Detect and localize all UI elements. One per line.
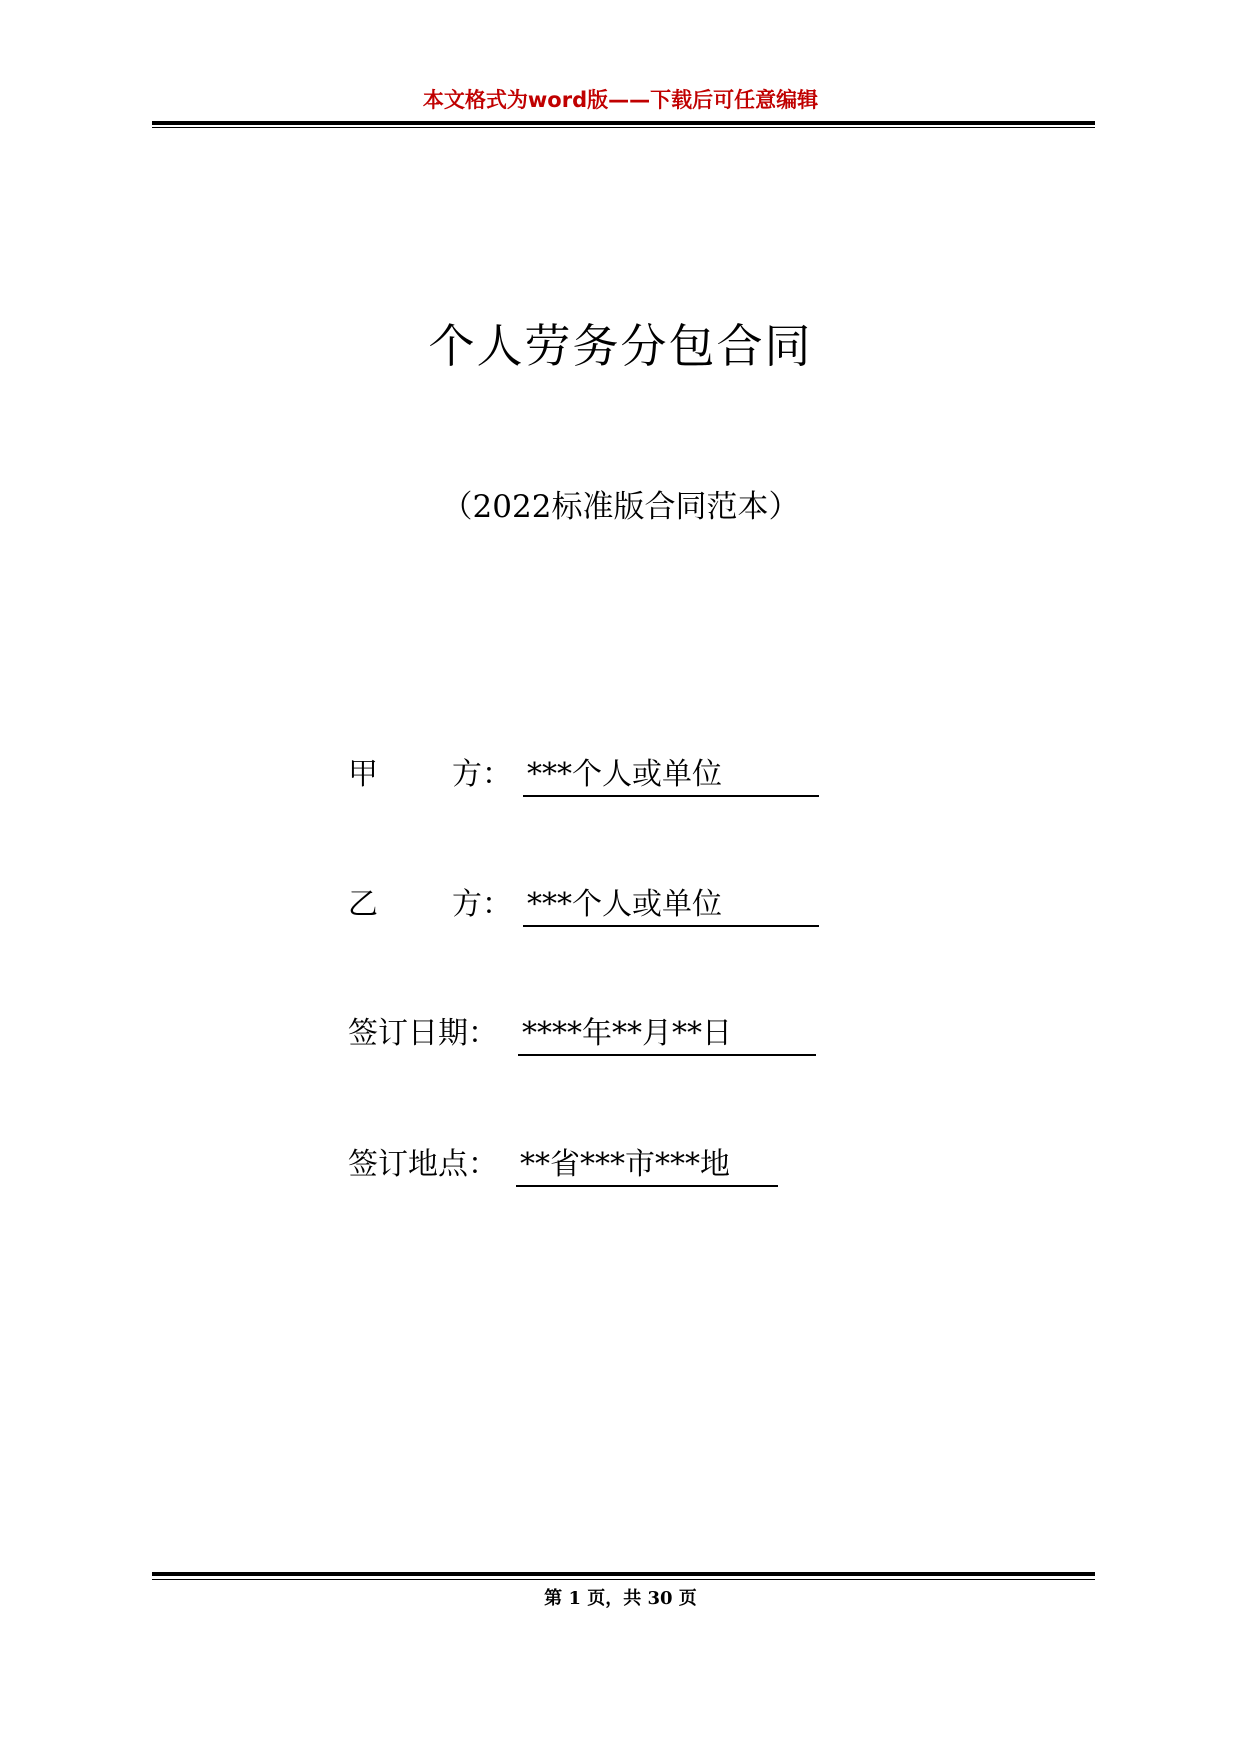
footer-rule-thick [152,1572,1095,1576]
header-note: 本文格式为word版——下载后可任意编辑 [422,88,819,112]
document-subtitle: （2022标准版合同范本） [441,489,800,525]
party-a-value: ***个人或单位 [523,753,819,797]
sign-place-label: 签订地点： [348,1147,498,1182]
sign-date-label: 签订日期： [348,1016,498,1051]
sign-place-field [348,1143,788,1187]
sign-date-value: ****年**月**日 [518,1012,816,1056]
party-b-value: ***个人或单位 [523,883,819,927]
party-b-field [348,883,818,927]
party-b-label-char1: 乙 [348,887,378,922]
sign-date-field [348,1012,818,1056]
page-number: 第 1 页，共 30 页 [544,1588,697,1609]
party-a-label-char2: 方： [452,757,512,792]
document-title: 个人劳务分包合同 [428,319,813,373]
sign-place-value: **省***市***地 [516,1143,778,1187]
party-b-label-char2: 方： [452,887,512,922]
header-rule-thick [152,121,1095,125]
footer-rule-thin [152,1579,1095,1580]
party-a-field [348,753,818,797]
party-a-label-char1: 甲 [348,757,378,792]
header-rule-thin [152,127,1095,128]
